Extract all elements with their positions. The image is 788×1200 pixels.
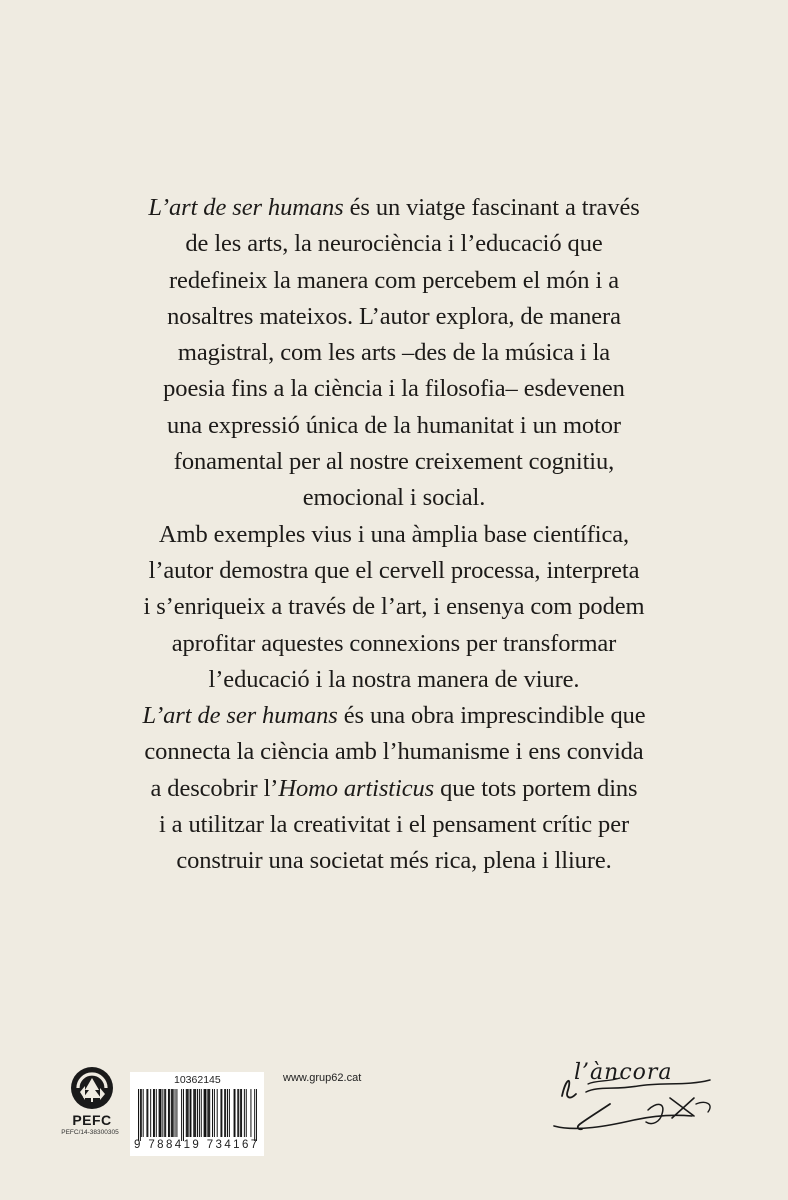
blurb-line (110, 190, 678, 226)
barcode-bar (173, 1089, 174, 1137)
barcode-bar (250, 1089, 251, 1137)
barcode-bar (227, 1089, 228, 1137)
blurb-line-text: i s’enriqueix a través de l’art, i ensenya com podem (143, 593, 645, 621)
barcode-bar (246, 1089, 247, 1137)
barcode-bar (241, 1089, 242, 1137)
barcode-bar (201, 1089, 202, 1137)
barcode-bar (147, 1089, 148, 1137)
barcode-bar (190, 1089, 191, 1137)
book-title-italic: Homo artisticus (278, 774, 435, 802)
barcode-bar (172, 1089, 173, 1137)
barcode-bar (187, 1089, 188, 1137)
pefc-label: PEFC (72, 1112, 112, 1128)
barcode-bar (190, 1089, 191, 1137)
barcode-bars (138, 1089, 257, 1141)
publisher-website: www.grup62.cat (283, 1072, 362, 1084)
blurb-line-text: redefineix la manera com percebem el món i a (169, 266, 619, 294)
blurb-line (110, 698, 678, 734)
blurb-line-text: l’autor demostra que el cervell processa, interpreta (148, 556, 640, 584)
book-title-italic: L’art de ser humans (142, 702, 338, 730)
barcode-bar (207, 1089, 208, 1137)
blurb-line-text: és una obra imprescindible que (337, 702, 646, 730)
pefc-tree-logo-icon (56, 1066, 128, 1110)
barcode-bar (214, 1089, 215, 1137)
barcode-bar (175, 1089, 176, 1137)
blurb-line-text: magistral, com les arts –des de la música i la (177, 339, 611, 367)
barcode-bar (160, 1089, 161, 1137)
blurb-line-text: poesia fins a la ciència i la filosofia– esdevenen (163, 375, 625, 403)
barcode-bar (138, 1089, 139, 1141)
barcode-bar (140, 1089, 141, 1141)
blurb-line (110, 444, 678, 480)
blurb-line-text: construir una societat més rica, plena i lliure. (176, 847, 612, 875)
blurb-line-text: aprofitar aquestes connexions per transformar (171, 629, 617, 657)
barcode-bar (234, 1089, 235, 1137)
barcode-bar (254, 1089, 255, 1141)
blurb-line-text: Amb exemples vius i una àmplia base científica, (158, 520, 630, 548)
barcode-bar (160, 1089, 161, 1137)
barcode-bar (197, 1089, 198, 1137)
blurb-line (110, 553, 678, 589)
barcode-bar (240, 1089, 241, 1137)
blurb-line-text: emocional i social. (302, 484, 486, 512)
blurb-line (110, 517, 678, 553)
barcode-bar (156, 1089, 157, 1137)
blurb-line (110, 408, 678, 444)
barcode-bar (199, 1089, 200, 1137)
blurb-line-text: connecta la ciència amb l’humanisme i ens convida (144, 738, 644, 766)
barcode-bar (244, 1089, 245, 1137)
barcode (130, 1072, 264, 1156)
barcode-bar (195, 1089, 196, 1137)
barcode-bar (220, 1089, 221, 1137)
barcode-bar (171, 1089, 172, 1137)
blurb-line (110, 589, 678, 625)
blurb-line-text: fonamental per al nostre creixement cognitiu, (173, 448, 615, 476)
publisher-logo-text: l’àncora (574, 1060, 673, 1085)
blurb-line-text: una expressió única de la humanitat i un motor (167, 411, 621, 439)
barcode-bar (204, 1089, 205, 1137)
barcode-bar (205, 1089, 206, 1137)
blurb-line-text: és un viatge fascinant a través (343, 194, 640, 221)
blurb-line-text: a descobrir l’ (150, 774, 279, 802)
barcode-bar (181, 1089, 182, 1141)
barcode-bar (212, 1089, 213, 1137)
blurb-line (110, 263, 678, 299)
isbn-number: 9 788419 734167 (134, 1139, 260, 1151)
blurb-line (110, 807, 678, 843)
pefc-code: PEFC/14-38300305 (61, 1129, 119, 1136)
barcode-bar (141, 1089, 142, 1137)
blurb-line (110, 626, 678, 662)
ancora-signature-logo-icon (548, 1060, 728, 1150)
barcode-bar (183, 1089, 184, 1141)
blurb-line-text: de les arts, la neurociència i l’educació que (185, 230, 603, 258)
barcode-bar (186, 1089, 187, 1137)
blurb-line-text: l’educació i la nostra manera de viure. (208, 665, 580, 693)
barcode-bar (225, 1089, 226, 1137)
barcode-bar (159, 1089, 160, 1137)
book-title-italic: L’art de ser humans (148, 194, 344, 221)
barcode-bar (153, 1089, 154, 1137)
barcode-bar (169, 1089, 170, 1137)
pefc-certification (56, 1066, 128, 1136)
barcode-bar (146, 1089, 147, 1137)
blurb-line (110, 662, 678, 698)
barcode-bar (193, 1089, 194, 1137)
barcode-bar (143, 1089, 144, 1137)
barcode-bar (205, 1089, 206, 1137)
barcode-bar (238, 1089, 239, 1137)
barcode-bar (217, 1089, 218, 1137)
barcode-bar (164, 1089, 165, 1137)
barcode-bar (150, 1089, 151, 1137)
barcode-bar (221, 1089, 222, 1137)
barcode-bar (256, 1089, 257, 1141)
barcode-bar (165, 1089, 166, 1137)
barcode-bar (235, 1089, 236, 1137)
barcode-bar (154, 1089, 155, 1137)
blurb-line (110, 335, 678, 371)
blurb-line (110, 843, 678, 879)
blurb-line-text: nosaltres mateixos. L’autor explora, de manera (167, 302, 621, 330)
barcode-bar (194, 1089, 195, 1137)
barcode-bar (162, 1089, 163, 1137)
barcode-bar (224, 1089, 225, 1137)
barcode-bar (229, 1089, 230, 1137)
blurb-line (110, 371, 678, 407)
blurb-line (110, 771, 678, 807)
blurb-line (110, 299, 678, 335)
blurb-line-text: i a utilitzar la creativitat i el pensament crític per (158, 811, 630, 839)
barcode-bar (168, 1089, 169, 1137)
blurb-line (110, 480, 678, 516)
barcode-bar (237, 1089, 238, 1137)
barcode-bar (209, 1089, 210, 1137)
blurb-text (110, 190, 678, 880)
barcode-bar (188, 1089, 189, 1137)
blurb-line (110, 734, 678, 770)
blurb-line-text: que tots portem dins (434, 774, 638, 802)
blurb-line (110, 226, 678, 262)
barcode-bar (176, 1089, 177, 1137)
barcode-reference: 10362145 (174, 1074, 221, 1086)
barcode-bar (208, 1089, 209, 1137)
